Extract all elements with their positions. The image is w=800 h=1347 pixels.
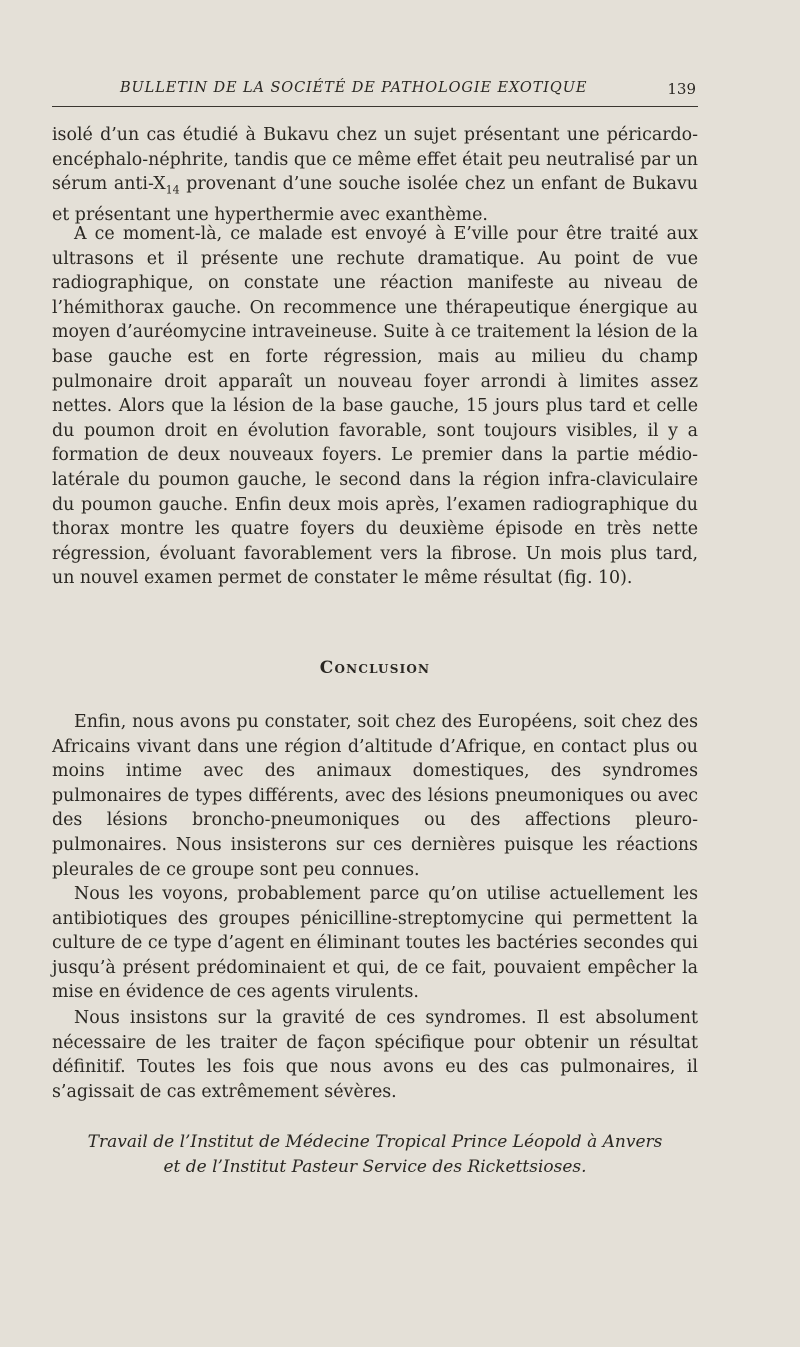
section-heading-conclusion: Conclusion xyxy=(319,658,431,678)
paragraph-2: A ce moment-là, ce malade est envoyé à E’ville pour être traité aux ultrasons et il présente une rechute dramatique. Au point de vue radiographique, on constate une réaction manifeste au niveau de l’hémithorax gauche. On recommence une thérapeutique énergique au moyen d’auréomycine intraveineuse. Suite à ce traitement la lésion de la base gauche est en forte régression, mais au milieu du champ pulmonaire droit apparaît un nouveau foyer arrondi à limites assez nettes. Alors que la lésion de la base gauche, 15 jours plus tard et celle du poumon droit en évolution favorable, sont toujours visibles, il y a formation de deux nouveaux foyers. Le premier dans la partie médio-latérale du poumon gauche, le second dans la région infra-claviculaire du poumon gauche. Enfin deux mois après, l’examen radiographique du thorax montre les quatre foyers du deuxième épisode en très nette régression, évoluant favorablement vers la fibrose. Un mois plus tard, un nouvel examen permet de constater le même résultat (fig. 10). xyxy=(52,224,698,589)
paragraph-1-text-b: provenant d’une souche isolée chez un enfant de Bukavu et présentant une hyperthermie avec exanthème. xyxy=(52,174,698,226)
conclusion-paragraph-1: Enfin, nous avons pu constater, soit chez des Européens, soit chez des Africains vivant dans une région d’altitude d’Afrique, en contact plus ou moins intime avec des animaux domestiques, des syndromes pulmonaires de types différents, avec des lésions pneumoniques ou avec des lésions broncho-pneumoniques ou des affections pleuro-pulmonaires. Nous insisterons sur ces dernières puisque les réactions pleurales de ce groupe sont peu connues. xyxy=(52,712,698,880)
subscript-14: 14 xyxy=(165,183,180,197)
conclusion-paragraph-2: Nous les voyons, probablement parce qu’on utilise actuellement les antibiotiques des groupes pénicilline-streptomycine qui permettent la culture de ce type d’agent en éliminant toutes les bactéries secondes qui jusqu’à présent prédominaient et qui, de ce fait, pouvaient empêcher la mise en évidence de ces agents virulents. xyxy=(52,884,698,1003)
page-number: 139 xyxy=(667,80,696,98)
paragraph-1 xyxy=(52,123,698,228)
paragraph-1-text-a: isolé d’un cas étudié à Bukavu chez un sujet présentant une péricardo-encéphalo-néphrite, tandis que ce même effet était peu neutralisé par un sérum anti-X xyxy=(52,125,698,195)
credit-line-1: Travail de l’Institut de Médecine Tropical Prince Léopold à Anvers xyxy=(87,1132,663,1152)
conclusion-paragraph-3: Nous insistons sur la gravité de ces syndromes. Il est absolument nécessaire de les traiter de façon spécifique pour obtenir un résultat définitif. Toutes les fois que nous avons eu des cas pulmonaires, il s’agissait de cas extrêmement sévères. xyxy=(52,1008,698,1102)
running-header xyxy=(52,78,698,107)
institution-credit xyxy=(52,1130,698,1179)
journal-title: BULLETIN DE LA SOCIÉTÉ DE PATHOLOGIE EXOTIQUE xyxy=(120,80,588,96)
credit-line-2: et de l’Institut Pasteur Service des Rickettsioses. xyxy=(163,1156,587,1177)
